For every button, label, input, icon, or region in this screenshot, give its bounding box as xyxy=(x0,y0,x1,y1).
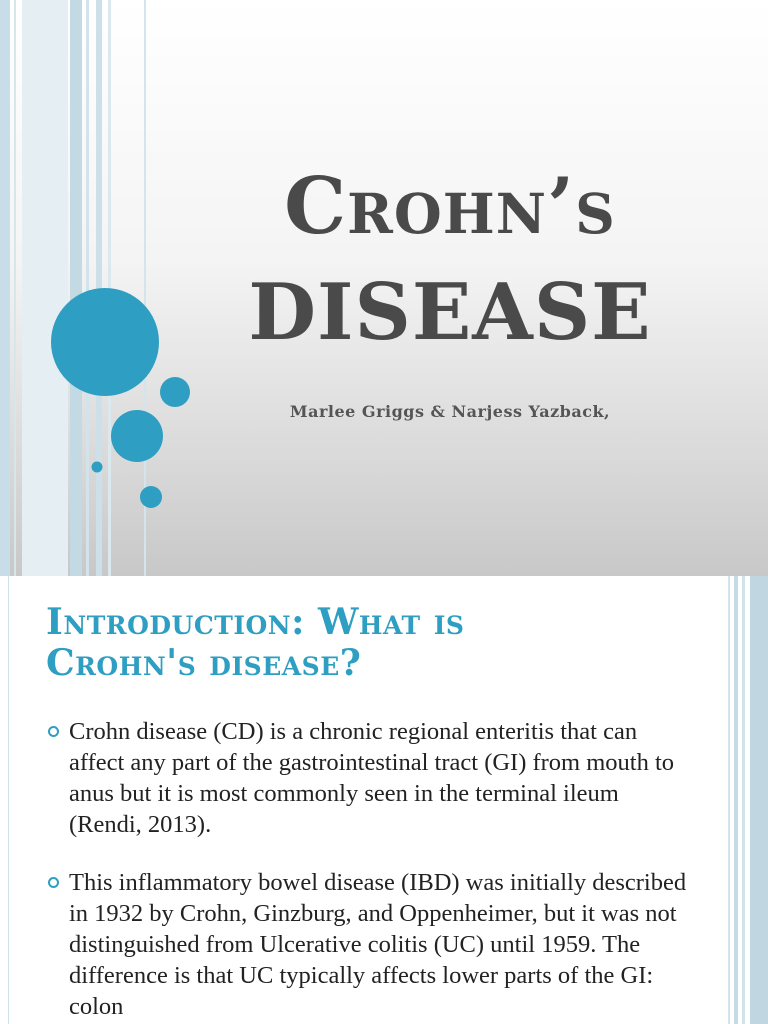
small-circle xyxy=(160,377,190,407)
small-circle-2 xyxy=(140,486,162,508)
slide-heading xyxy=(46,602,706,685)
bullet-circle-icon xyxy=(48,726,59,737)
title-line-2: DISEASE xyxy=(248,267,652,358)
authors: Marlee Griggs & Narjess Yazback, xyxy=(289,402,611,421)
tiny-circle xyxy=(92,462,103,473)
bullet-circle-icon xyxy=(48,877,59,888)
decorative-stripes-right xyxy=(728,576,768,1024)
heading-line-1: Introduction: What is xyxy=(46,601,465,643)
bullet-item xyxy=(46,867,696,1022)
content-slide xyxy=(0,576,768,1024)
bullet-item xyxy=(46,716,696,840)
bullet-text: This inflammatory bowel disease (IBD) was initially described in 1932 by Crohn, Ginzburg, and Oppenheimer, but it was not distinguished from Ulcerative colitis (UC) until 1959. The difference is that UC typically affects lower parts of the GI: colon xyxy=(69,869,687,1020)
medium-circle xyxy=(111,410,163,462)
bullet-text: Crohn disease (CD) is a chronic regional enteritis that can affect any part of the gastrointestinal tract (GI) from mouth to anus but it is most commonly seen in the terminal ileum (Rendi, 2013). xyxy=(69,718,675,838)
title-line-1: Crohn’s xyxy=(284,161,616,252)
bullet-list xyxy=(46,716,696,1024)
left-border-line xyxy=(8,576,9,1024)
large-circle xyxy=(51,288,159,396)
slide-title xyxy=(240,161,660,358)
decorative-circles xyxy=(0,0,200,576)
heading-line-2: Crohn's disease? xyxy=(46,642,362,685)
